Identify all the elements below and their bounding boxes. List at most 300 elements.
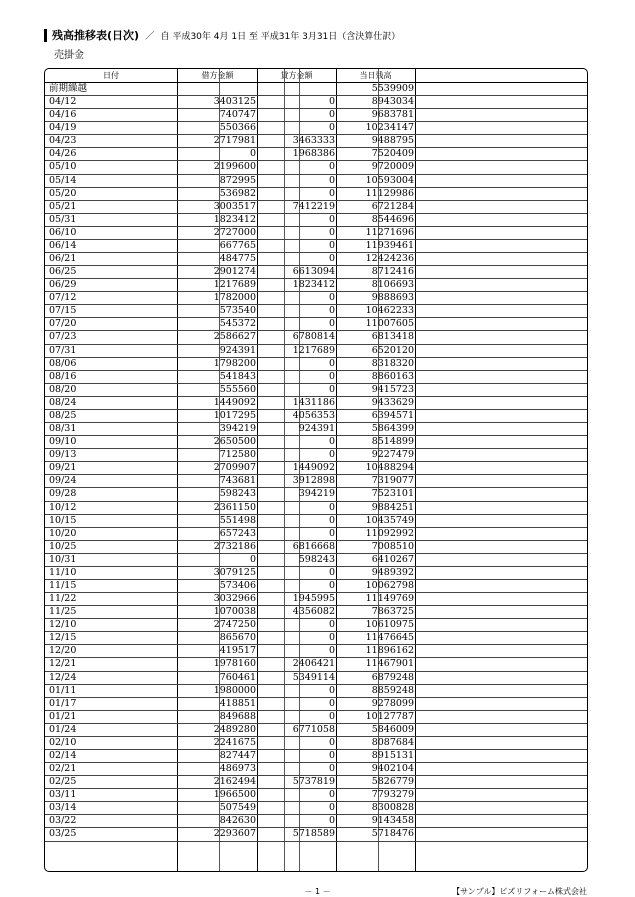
row-credit: 3912898	[292, 475, 335, 487]
row-debit: 865670	[219, 632, 256, 644]
row-balance: 5826779	[371, 776, 414, 788]
row-credit: 0	[328, 226, 335, 238]
row-credit: 598243	[298, 553, 335, 565]
row-date: 03/11	[49, 789, 77, 801]
table-row	[45, 436, 587, 449]
row-date: 07/15	[49, 305, 77, 317]
table-row	[45, 488, 587, 501]
col-header-balance: 当日残高	[359, 71, 392, 80]
table-row	[45, 122, 587, 135]
row-credit: 6613094	[292, 266, 335, 278]
row-date: 12/10	[49, 619, 77, 631]
row-credit: 0	[328, 292, 335, 304]
row-debit: 2586627	[213, 331, 256, 343]
row-date: 04/23	[49, 135, 77, 147]
row-date: 12/24	[49, 671, 77, 683]
table-row	[45, 175, 587, 188]
row-credit: 4356082	[292, 606, 335, 618]
row-debit: 486973	[219, 763, 256, 775]
row-date: 04/26	[49, 148, 77, 160]
row-credit: 1431186	[292, 396, 335, 408]
ledger-header	[45, 69, 587, 83]
row-date: 04/16	[49, 109, 77, 121]
row-debit: 394219	[219, 423, 256, 435]
row-credit: 0	[328, 239, 335, 251]
row-balance: 8859248	[371, 684, 414, 696]
table-row	[45, 331, 587, 344]
row-date: 08/20	[49, 383, 77, 395]
row-debit: 2727000	[213, 226, 256, 238]
row-debit: 551498	[219, 514, 256, 526]
table-row	[45, 240, 587, 253]
col-header-date: 日付	[103, 71, 119, 80]
row-date: 01/21	[49, 710, 77, 722]
col-header-credit: 貸方金額	[280, 71, 313, 80]
row-date: 06/10	[49, 226, 77, 238]
table-row	[45, 672, 587, 685]
row-credit: 0	[328, 161, 335, 173]
row-debit: 3003517	[213, 200, 256, 212]
table-row	[45, 750, 587, 763]
table-row	[45, 83, 587, 96]
row-debit: 1782000	[213, 292, 256, 304]
table-row	[45, 658, 587, 671]
table-row	[45, 292, 587, 305]
row-balance: 9143458	[371, 815, 414, 827]
row-debit: 760461	[219, 671, 256, 683]
row-debit: 2162494	[213, 776, 256, 788]
row-debit: 1798200	[213, 357, 256, 369]
row-date: 02/10	[49, 736, 77, 748]
ledger-table	[44, 68, 588, 872]
row-date: 05/21	[49, 200, 77, 212]
table-row	[45, 763, 587, 776]
table-row	[45, 711, 587, 724]
table-row	[45, 345, 587, 358]
row-date: 11/25	[49, 606, 77, 618]
table-row	[45, 96, 587, 109]
row-credit: 0	[328, 815, 335, 827]
row-balance: 9720009	[371, 161, 414, 173]
table-row	[45, 698, 587, 711]
row-debit: 3032966	[213, 593, 256, 605]
row-date: 03/22	[49, 815, 77, 827]
row-balance: 8106693	[371, 279, 414, 291]
row-debit: 657243	[219, 527, 256, 539]
row-credit: 5737819	[292, 776, 335, 788]
row-date: 10/20	[49, 527, 77, 539]
row-date: 11/15	[49, 579, 77, 591]
row-balance: 7520409	[371, 148, 414, 160]
row-balance: 9278099	[371, 697, 414, 709]
row-date: 07/31	[49, 344, 77, 356]
row-date: 03/25	[49, 828, 77, 840]
row-date: 08/25	[49, 409, 77, 421]
row-balance: 8712416	[371, 266, 414, 278]
row-credit: 394219	[298, 488, 335, 500]
row-date: 04/19	[49, 122, 77, 134]
table-row	[45, 384, 587, 397]
row-debit: 2241675	[213, 736, 256, 748]
row-debit: 419517	[219, 645, 256, 657]
row-debit: 507549	[219, 802, 256, 814]
row-balance: 10488294	[365, 462, 414, 474]
table-row	[45, 567, 587, 580]
row-balance: 10593004	[365, 174, 414, 186]
row-date: 08/16	[49, 370, 77, 382]
row-balance: 11476645	[365, 632, 414, 644]
table-row	[45, 619, 587, 632]
title-separator: ／	[145, 31, 155, 42]
row-date: 07/20	[49, 318, 77, 330]
row-balance: 6394571	[371, 409, 414, 421]
row-credit: 0	[328, 305, 335, 317]
row-debit: 550366	[219, 122, 256, 134]
row-date: 08/06	[49, 357, 77, 369]
row-date: 06/25	[49, 266, 77, 278]
row-date: 05/10	[49, 161, 77, 173]
row-credit: 0	[328, 501, 335, 513]
row-debit: 573540	[219, 305, 256, 317]
row-debit: 1966500	[213, 789, 256, 801]
row-credit: 0	[328, 109, 335, 121]
table-row	[45, 515, 587, 528]
table-row	[45, 109, 587, 122]
table-row	[45, 305, 587, 318]
row-debit: 2650500	[213, 436, 256, 448]
row-debit: 555560	[219, 383, 256, 395]
table-row	[45, 188, 587, 201]
row-credit: 1945995	[292, 593, 335, 605]
table-row	[45, 253, 587, 266]
row-debit: 2489280	[213, 723, 256, 735]
table-row	[45, 449, 587, 462]
row-credit: 7412219	[292, 200, 335, 212]
row-debit: 712580	[219, 449, 256, 461]
row-balance: 7523101	[371, 488, 414, 500]
row-balance: 6520120	[371, 344, 414, 356]
row-debit: 1823412	[213, 213, 256, 225]
row-credit: 6771058	[292, 723, 335, 735]
table-row	[45, 541, 587, 554]
row-credit: 0	[328, 566, 335, 578]
row-date: 07/23	[49, 331, 77, 343]
row-debit: 667765	[219, 239, 256, 251]
row-debit: 924391	[219, 344, 256, 356]
row-credit: 6780814	[292, 331, 335, 343]
row-date: 11/22	[49, 593, 77, 605]
row-credit: 4056353	[292, 409, 335, 421]
row-balance: 10062798	[365, 579, 414, 591]
row-credit: 0	[328, 213, 335, 225]
table-row	[45, 266, 587, 279]
row-balance: 7319077	[371, 475, 414, 487]
row-credit: 0	[328, 383, 335, 395]
table-row	[45, 802, 587, 815]
row-credit: 1217689	[292, 344, 335, 356]
row-credit: 0	[328, 318, 335, 330]
row-balance: 6410267	[371, 553, 414, 565]
row-date: 01/11	[49, 684, 77, 696]
row-date: 03/14	[49, 802, 77, 814]
row-credit: 924391	[298, 423, 335, 435]
table-row	[45, 371, 587, 384]
row-date: 05/14	[49, 174, 77, 186]
row-balance: 11092992	[365, 527, 414, 539]
row-date: 02/21	[49, 763, 77, 775]
row-credit: 0	[328, 736, 335, 748]
row-balance: 11149769	[365, 593, 414, 605]
row-debit: 1449092	[213, 396, 256, 408]
row-credit: 1968386	[292, 148, 335, 160]
table-row	[45, 724, 587, 737]
row-balance: 8943034	[371, 96, 414, 108]
report-title: 残高推移表(日次)	[52, 29, 140, 42]
row-credit: 0	[328, 253, 335, 265]
row-credit: 0	[328, 514, 335, 526]
row-balance: 11129986	[365, 187, 414, 199]
row-date: 09/10	[49, 436, 77, 448]
row-credit: 3463333	[292, 135, 335, 147]
company-name: 【サンプル】ビズリフォーム株式会社	[452, 887, 587, 896]
table-row	[45, 201, 587, 214]
row-balance: 6721284	[371, 200, 414, 212]
row-balance: 11007605	[365, 318, 414, 330]
row-debit: 2747250	[213, 619, 256, 631]
row-date: 10/25	[49, 540, 77, 552]
row-balance: 8514899	[371, 436, 414, 448]
row-balance: 10127787	[365, 710, 414, 722]
row-credit: 0	[328, 370, 335, 382]
table-row	[45, 161, 587, 174]
page-number: － 1 －	[304, 887, 331, 896]
table-row	[45, 593, 587, 606]
row-balance: 10234147	[365, 122, 414, 134]
table-row	[45, 279, 587, 292]
table-row	[45, 828, 587, 841]
row-balance: 6879248	[371, 671, 414, 683]
row-date: 06/21	[49, 253, 77, 265]
row-date: 05/31	[49, 213, 77, 225]
table-row	[45, 462, 587, 475]
row-debit: 545372	[219, 318, 256, 330]
ledger-rows	[45, 83, 587, 842]
row-debit: 573406	[219, 579, 256, 591]
row-balance: 8300828	[371, 802, 414, 814]
row-balance: 5864399	[371, 423, 414, 435]
row-credit: 5718589	[292, 828, 335, 840]
row-balance: 9402104	[371, 763, 414, 775]
row-credit: 0	[328, 684, 335, 696]
row-balance: 9888693	[371, 292, 414, 304]
row-credit: 0	[328, 789, 335, 801]
table-row	[45, 475, 587, 488]
row-balance: 9488795	[371, 135, 414, 147]
row-balance: 10462233	[365, 305, 414, 317]
row-credit: 2406421	[292, 658, 335, 670]
row-debit: 2293607	[213, 828, 256, 840]
row-debit: 1070038	[213, 606, 256, 618]
row-debit: 827447	[219, 749, 256, 761]
row-date: 11/10	[49, 566, 77, 578]
row-debit: 3403125	[213, 96, 256, 108]
table-row	[45, 776, 587, 789]
row-credit: 0	[328, 357, 335, 369]
row-credit: 0	[328, 187, 335, 199]
table-row	[45, 318, 587, 331]
table-row	[45, 815, 587, 828]
row-balance: 9433629	[371, 396, 414, 408]
table-row	[45, 632, 587, 645]
row-balance: 8544696	[371, 213, 414, 225]
row-credit: 0	[328, 96, 335, 108]
row-balance: 7008510	[371, 540, 414, 552]
row-credit: 0	[328, 449, 335, 461]
row-balance: 7863725	[371, 606, 414, 618]
row-debit: 541843	[219, 370, 256, 382]
row-date: 09/13	[49, 449, 77, 461]
row-credit: 0	[328, 802, 335, 814]
row-debit: 1978160	[213, 658, 256, 670]
row-balance: 10435749	[365, 514, 414, 526]
row-date: 04/12	[49, 96, 77, 108]
row-balance: 12424236	[365, 253, 414, 265]
row-credit: 5349114	[292, 671, 335, 683]
row-debit: 2717981	[213, 135, 256, 147]
row-credit: 0	[328, 710, 335, 722]
row-balance: 9683781	[371, 109, 414, 121]
table-row	[45, 423, 587, 436]
row-balance: 9884251	[371, 501, 414, 513]
table-row	[45, 685, 587, 698]
row-date: 06/29	[49, 279, 77, 291]
row-debit: 872995	[219, 174, 256, 186]
row-balance: 9227479	[371, 449, 414, 461]
row-balance: 9489392	[371, 566, 414, 578]
table-row	[45, 227, 587, 240]
row-date: 06/14	[49, 239, 77, 251]
row-balance: 8915131	[371, 749, 414, 761]
row-date: 09/28	[49, 488, 77, 500]
row-debit: 2709907	[213, 462, 256, 474]
row-date: 12/20	[49, 645, 77, 657]
row-debit: 536982	[219, 187, 256, 199]
row-date: 12/21	[49, 658, 77, 670]
row-balance: 9415723	[371, 383, 414, 395]
table-row	[45, 214, 587, 227]
row-balance: 5718476	[371, 828, 414, 840]
row-credit: 1449092	[292, 462, 335, 474]
row-debit: 743681	[219, 475, 256, 487]
row-balance: 11939461	[365, 239, 414, 251]
row-credit: 0	[328, 619, 335, 631]
row-balance: 11896162	[365, 645, 414, 657]
row-date: 10/12	[49, 501, 77, 513]
row-debit: 3079125	[213, 566, 256, 578]
row-credit: 0	[328, 763, 335, 775]
row-debit: 0	[249, 553, 256, 565]
row-credit: 0	[328, 436, 335, 448]
table-row	[45, 502, 587, 515]
row-date: 07/12	[49, 292, 77, 304]
table-row	[45, 606, 587, 619]
row-debit: 418851	[219, 697, 256, 709]
row-debit: 849688	[219, 710, 256, 722]
col-header-debit: 借方金額	[201, 71, 234, 80]
row-credit: 0	[328, 527, 335, 539]
row-balance: 8860163	[371, 370, 414, 382]
row-credit: 0	[328, 174, 335, 186]
row-date: 05/20	[49, 187, 77, 199]
row-debit: 0	[249, 148, 256, 160]
table-row	[45, 528, 587, 541]
row-debit: 2901274	[213, 266, 256, 278]
row-date: 08/24	[49, 396, 77, 408]
row-credit: 0	[328, 697, 335, 709]
row-debit: 1980000	[213, 684, 256, 696]
row-debit: 842630	[219, 815, 256, 827]
table-row	[45, 554, 587, 567]
row-credit: 0	[328, 645, 335, 657]
row-date: 01/17	[49, 697, 77, 709]
row-date: 10/15	[49, 514, 77, 526]
row-debit: 1017295	[213, 409, 256, 421]
row-credit: 0	[328, 632, 335, 644]
report-period: 自 平成30年 4月 1日 至 平成31年 3月31日（含決算仕訳）	[160, 31, 401, 42]
row-credit: 0	[328, 749, 335, 761]
title-marker	[44, 29, 47, 42]
row-balance: 5846009	[371, 723, 414, 735]
row-balance: 8318320	[371, 357, 414, 369]
row-date: 01/24	[49, 723, 77, 735]
table-row	[45, 410, 587, 423]
table-row	[45, 358, 587, 371]
table-row	[45, 397, 587, 410]
row-date: 02/14	[49, 749, 77, 761]
report-title-bar	[44, 28, 400, 42]
row-credit: 6816668	[292, 540, 335, 552]
table-row	[45, 645, 587, 658]
row-date: 09/21	[49, 462, 77, 474]
row-date: 09/24	[49, 475, 77, 487]
row-debit: 2732186	[213, 540, 256, 552]
table-row	[45, 135, 587, 148]
row-balance: 8087684	[371, 736, 414, 748]
row-debit: 1217689	[213, 279, 256, 291]
row-credit: 0	[328, 122, 335, 134]
row-credit: 1823412	[292, 279, 335, 291]
row-date: 前期繰越	[49, 83, 88, 94]
row-balance: 11271696	[365, 226, 414, 238]
row-debit: 484775	[219, 253, 256, 265]
row-balance: 5539909	[371, 83, 414, 94]
row-debit: 2361150	[213, 501, 256, 513]
row-date: 12/15	[49, 632, 77, 644]
row-debit: 2199600	[213, 161, 256, 173]
row-balance: 10610975	[365, 619, 414, 631]
row-date: 08/31	[49, 423, 77, 435]
row-balance: 11467901	[365, 658, 414, 670]
table-row	[45, 148, 587, 161]
row-date: 02/25	[49, 776, 77, 788]
row-balance: 6813418	[371, 331, 414, 343]
row-debit: 740747	[219, 109, 256, 121]
row-balance: 7793279	[371, 789, 414, 801]
row-debit: 598243	[219, 488, 256, 500]
row-credit: 0	[328, 579, 335, 591]
account-name: 売掛金	[54, 50, 84, 61]
table-row	[45, 789, 587, 802]
